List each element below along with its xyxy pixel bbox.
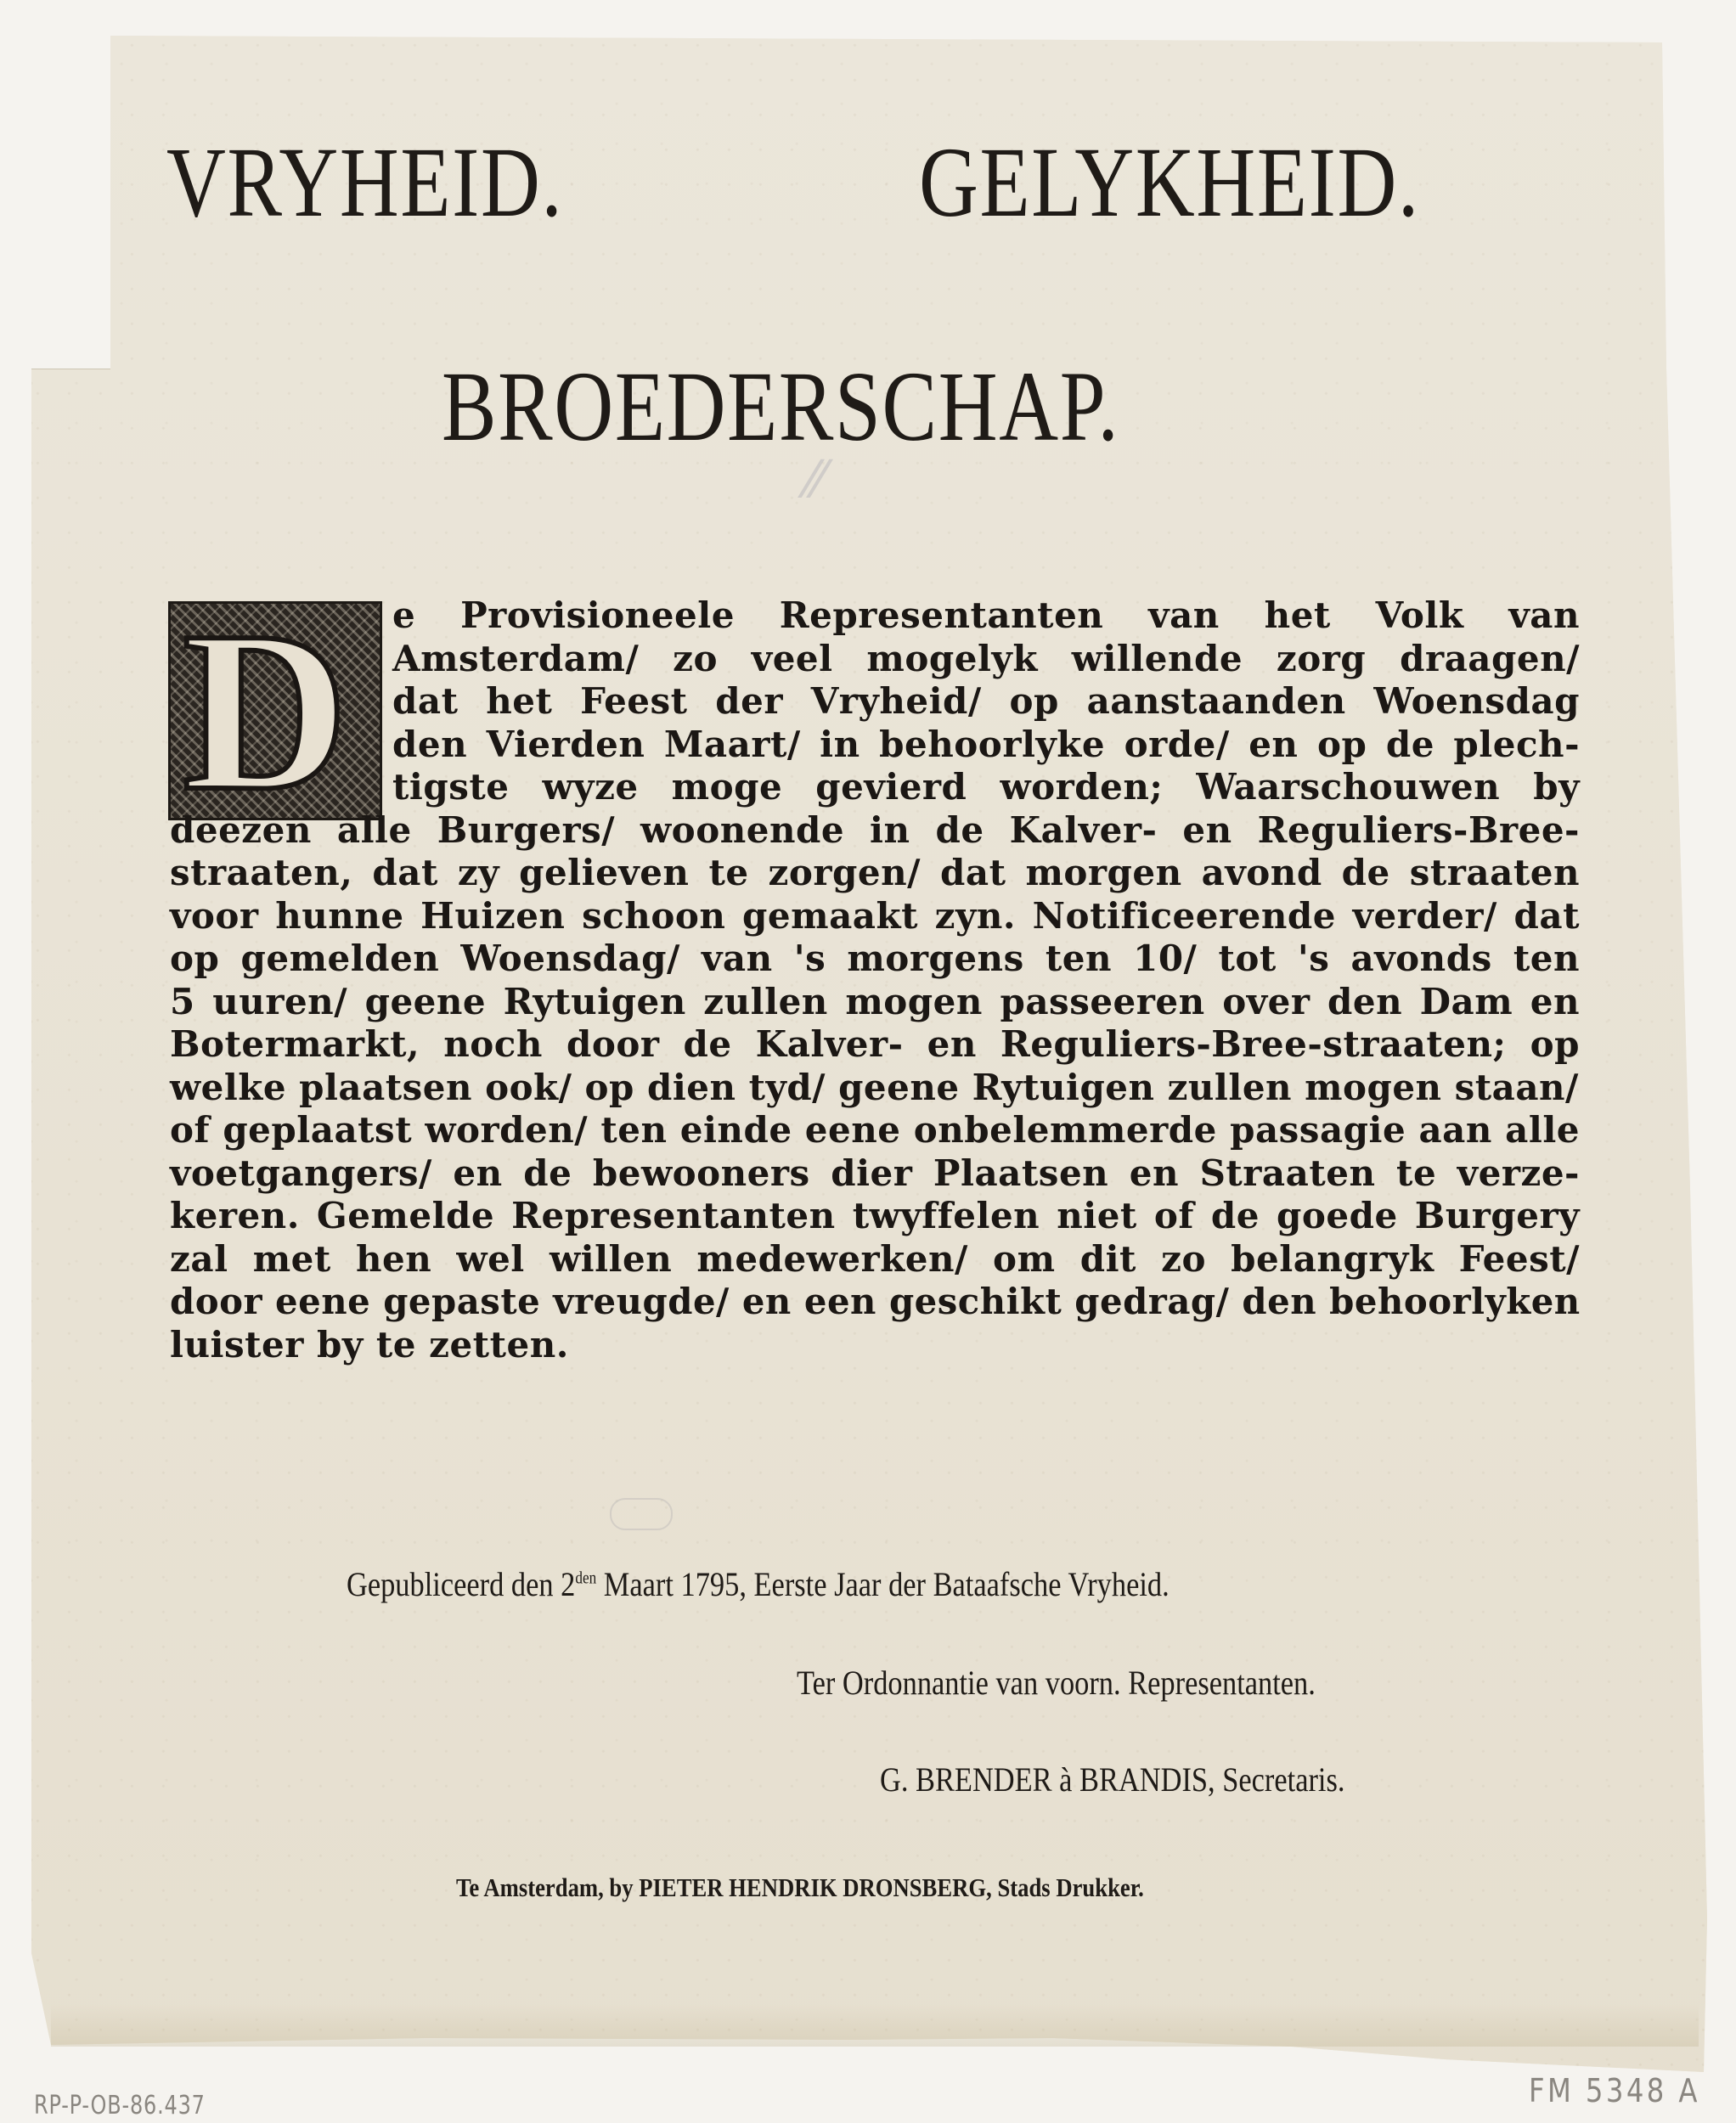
body-line: keren. Gemelde Representanten twyffelen niet of de goede Burgery <box>170 1195 1580 1236</box>
proclamation-body <box>170 584 1581 1366</box>
body-line: Botermarkt, noch door de Kalver- en Reguliers-Bree-straaten; op <box>170 1023 1580 1065</box>
body-line: door eene gepaste vreugde/ en een geschikt gedrag/ den behoorlyken <box>170 1281 1581 1322</box>
body-line: e Provisioneele Representanten van het Volk van <box>392 594 1580 636</box>
faint-stamp <box>610 1498 673 1530</box>
printer-imprint: Te Amsterdam, by PIETER HENDRIK DRONSBERG, Stads Drukker. <box>456 1872 1144 1902</box>
body-line: zal met hen wel willen medewerken/ om dit zo belangryk Feest/ <box>170 1237 1580 1280</box>
body-line: Amsterdam/ zo veel mogelyk willende zorg draagen/ <box>392 637 1580 679</box>
body-line: of geplaatst worden/ ten einde eene onbelemmerde passagie aan alle <box>170 1109 1580 1151</box>
body-line: 5 uuren/ geene Rytuigen zullen mogen passeeren over den Dam en <box>170 980 1580 1022</box>
paper-bottom-stain <box>51 2004 1699 2047</box>
body-line-last: luister by te zetten. <box>170 1323 569 1366</box>
body-line: voetgangers/ en de bewooners dier Plaatsen en Straaten te verze- <box>170 1152 1580 1194</box>
publication-date <box>347 1564 1170 1604</box>
body-line: dat het Feest der Vryheid/ op aanstaanden Woensdag <box>392 680 1580 722</box>
body-line: tigste wyze moge gevierd worden; Waarschouwen by <box>392 766 1580 808</box>
heading-broederschap: BROEDERSCHAP. <box>442 351 1120 462</box>
body-line: op gemelden Woensdag/ van 's morgens ten 10/ tot 's avonds ten <box>170 938 1580 979</box>
body-line: welke plaatsen ook/ op dien tyd/ geene Rytuigen zullen mogen staan/ <box>170 1066 1579 1108</box>
publication-date-superscript: den <box>575 1568 597 1588</box>
inventory-number: RP-P-OB-86.437 <box>34 2091 206 2120</box>
heading-vryheid: VRYHEID. <box>166 127 564 238</box>
drop-cap-letter: D <box>183 584 348 838</box>
heading-gelykheid: GELYKHEID. <box>919 127 1420 238</box>
ordonnantie-line: Ter Ordonnantie van voorn. Representanten. <box>797 1664 1316 1702</box>
body-line: deezen alle Burgers/ woonende in de Kalver- en Reguliers-Bree- <box>170 808 1580 851</box>
fm-catalog-number: FM 5348 A <box>1529 2072 1700 2109</box>
secretary-signature: G. BRENDER à BRANDIS, Secretaris. <box>880 1760 1345 1799</box>
body-line: voor hunne Huizen schoon gemaakt zyn. Notificeerende verder/ dat <box>170 894 1580 937</box>
faint-pencil-mark: ⁄⁄ <box>807 450 825 510</box>
body-line: straaten, dat zy gelieven te zorgen/ dat morgen avond de straaten <box>170 852 1580 893</box>
publication-date-prefix: Gepubliceerd den 2 <box>347 1565 576 1603</box>
body-line: den Vierden Maart/ in behoorlyke orde/ en op de plech- <box>392 723 1580 765</box>
publication-date-suffix: Maart 1795, Eerste Jaar der Bataafsche Vryheid. <box>596 1565 1170 1603</box>
